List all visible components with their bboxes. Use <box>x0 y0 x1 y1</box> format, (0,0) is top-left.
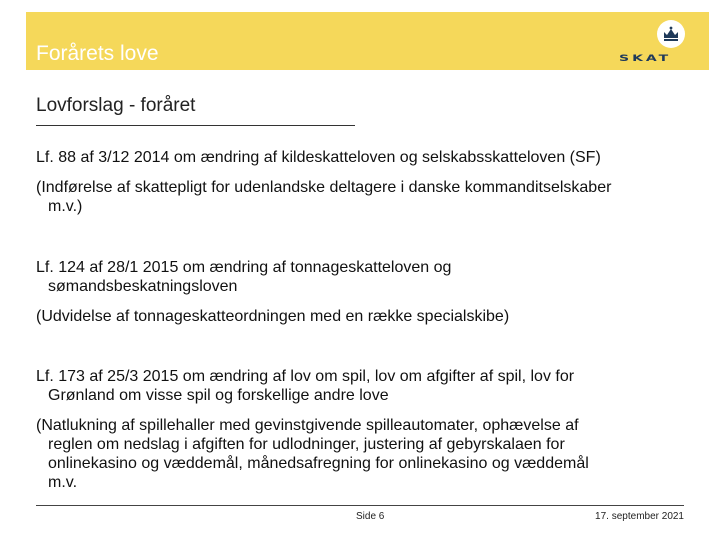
paragraph-line: (Udvidelse af tonnageskatteordningen med en række specialskibe) <box>36 308 510 325</box>
paragraph-1 <box>36 148 696 167</box>
paragraph-line: (Indførelse af skattepligt for udenlandske deltagere i danske kommanditselskaber <box>36 179 612 196</box>
slide-title: Forårets love <box>36 42 159 65</box>
logo-wordmark: SKAT <box>619 53 672 64</box>
paragraph-4 <box>36 307 696 326</box>
footer-date: 17. september 2021 <box>595 511 684 522</box>
paragraph-line: reglen om nedslag i afgiften for udlodninger, justering af gebyrskalaen for <box>48 436 565 453</box>
title-banner <box>26 12 709 70</box>
page-number: Side 6 <box>356 511 385 522</box>
paragraph-line: sømandsbeskatningsloven <box>48 278 238 295</box>
footer-divider <box>36 505 684 506</box>
crown-icon <box>657 20 685 48</box>
paragraph-line: Lf. 173 af 25/3 2015 om ændring af lov om spil, lov om afgifter af spil, lov for <box>36 368 575 385</box>
paragraph-line: Lf. 88 af 3/12 2014 om ændring af kildeskatteloven og selskabsskatteloven (SF) <box>36 149 601 166</box>
paragraph-line: (Natlukning af spillehaller med gevinstgivende spilleautomater, ophævelse af <box>36 417 579 434</box>
paragraph-line: Grønland om visse spil og forskellige andre love <box>48 387 389 404</box>
paragraph-line: Lf. 124 af 28/1 2015 om ændring af tonnageskatteloven og <box>36 259 452 276</box>
paragraph-6 <box>36 416 696 492</box>
paragraph-line: m.v.) <box>48 198 83 215</box>
paragraph-3 <box>36 258 696 296</box>
paragraph-2 <box>36 178 696 216</box>
heading-underline <box>36 125 355 126</box>
skat-logo <box>619 20 685 66</box>
section-heading: Lovforslag - foråret <box>36 95 196 116</box>
paragraph-5 <box>36 367 696 405</box>
paragraph-line: m.v. <box>48 474 78 491</box>
paragraph-line: onlinekasino og væddemål, månedsafregning for onlinekasino og væddemål <box>48 455 589 472</box>
